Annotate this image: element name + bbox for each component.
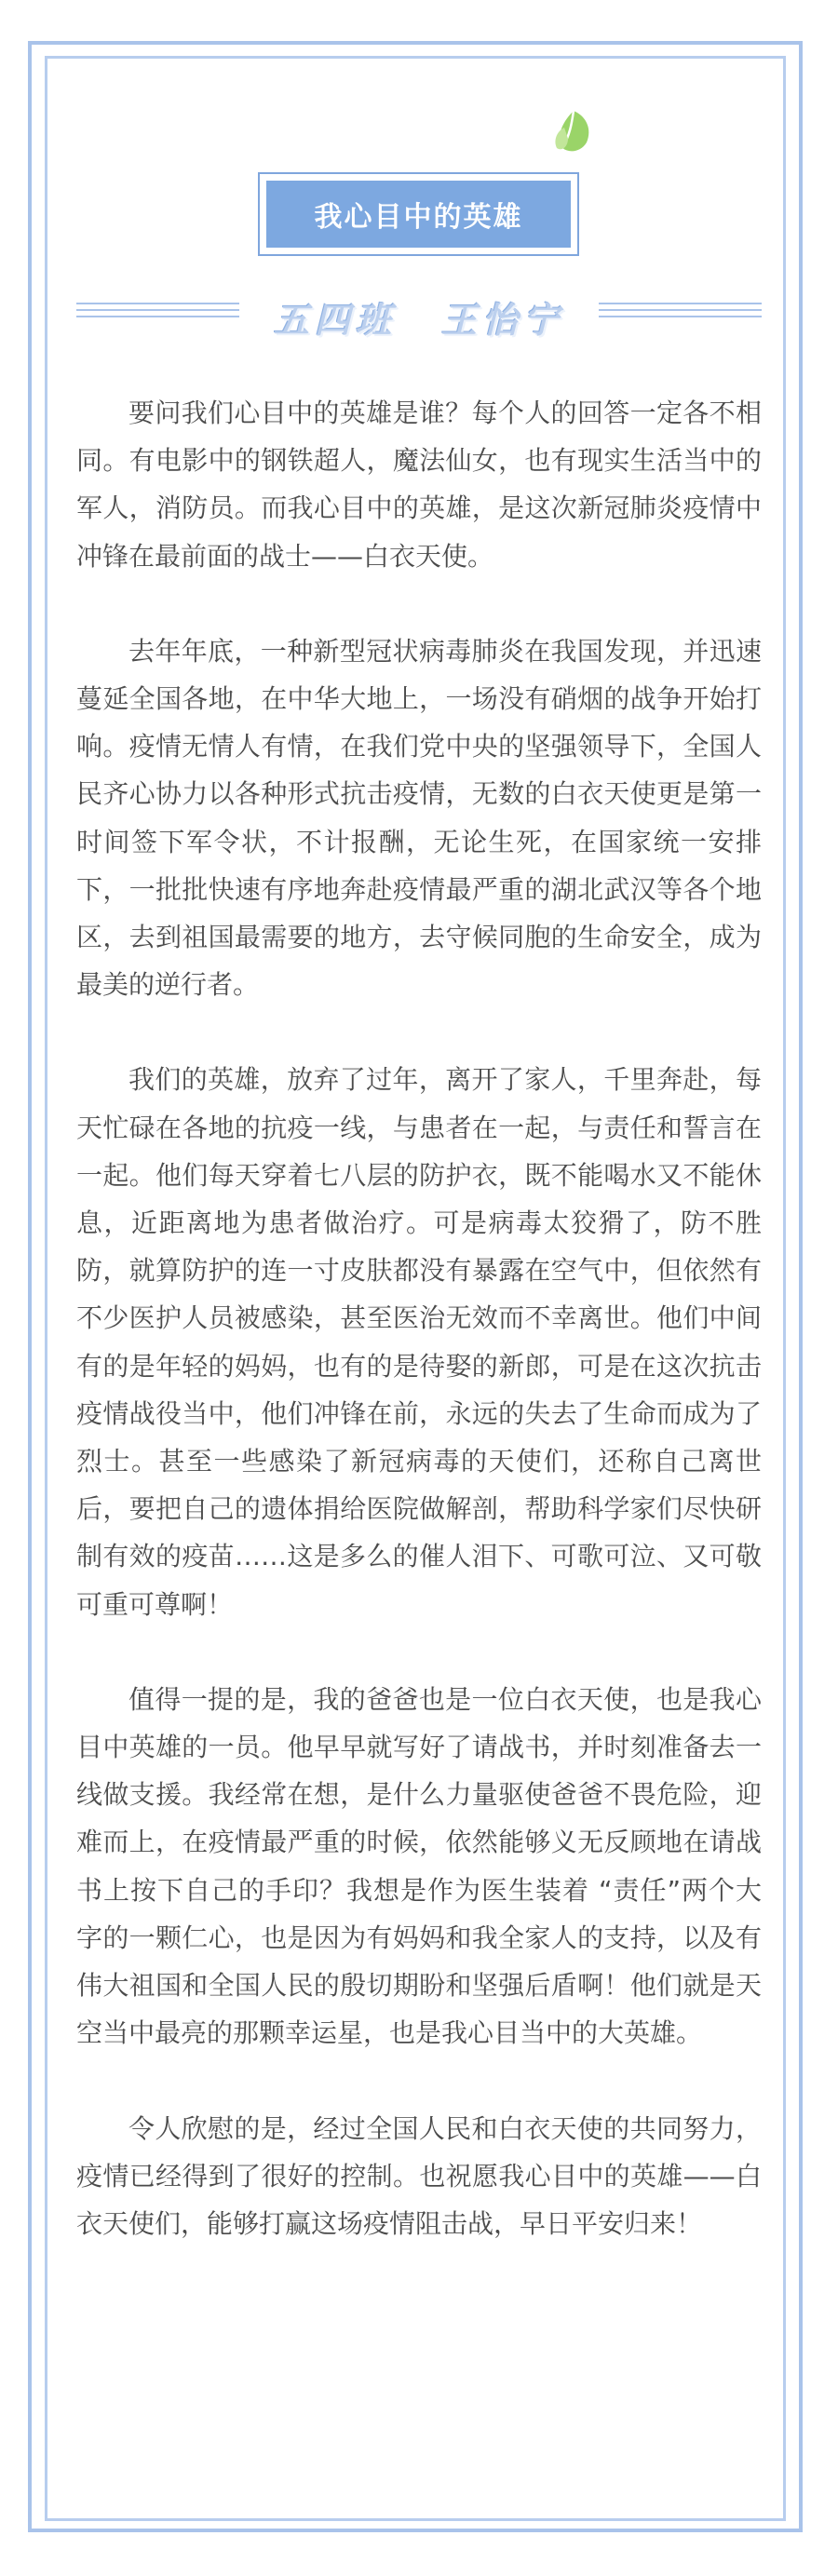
page-title: 我心目中的英雄: [314, 201, 523, 234]
byline-row: [76, 290, 762, 343]
paragraph: 去年年底，一种新型冠状病毒肺炎在我国发现，并迅速蔓延全国各地，在中华大地上，一场没有硝烟的战争开始打响。疫情无情人有情，在我们党中央的坚强领导下，全国人民齐心协力以各种形式抗击疫情，无数的白衣天使更是第一时间签下军令状，不计报酬，无论生死，在国家统一安排下，一批批快速有序地奔赴疫情最严重的湖北武汉等各个地区，去到祖国最需要的地方，去守候同胞的生命安全，成为最美的逆行者。: [76, 635, 762, 1001]
title-banner-fill: [266, 181, 571, 248]
class-name: 五四班: [273, 299, 397, 341]
paragraph: 令人欣慰的是，经过全国人民和白衣天使的共同努力， 疫情已经得到了很好的控制。也祝愿我心目中的英雄——白衣天使们，能够打赢这场疫情阻击战，早日平安归来！: [76, 2112, 762, 2239]
decorative-rule-left: [76, 303, 239, 330]
byline: [253, 290, 585, 343]
leaf-icon: [546, 105, 601, 161]
decorative-rule-right: [599, 303, 762, 330]
author-name: 王怡宁: [441, 299, 565, 341]
essay-body: [76, 389, 762, 2295]
paragraph: 值得一提的是，我的爸爸也是一位白衣天使，也是我心目中英雄的一员。他早早就写好了请战书，并时刻准备去一线做支援。我经常在想，是什么力量驱使爸爸不畏危险，迎难而上，在疫情最严重的时候，依然能够义无反顾地在请战书上按下自己的手印？我想是作为医生装着 “责任”两个大字的一颗仁心，也是因为有妈妈和我全家人的支持，以及有伟大祖国和全国人民的殷切期盼和坚强后盾啊！他们就是天空当中最亮的那颗幸运星，也是我心目当中的大英雄。: [76, 1683, 762, 2049]
title-banner: [258, 172, 579, 256]
paragraph: 要问我们心目中的英雄是谁？每个人的回答一定各不相同。有电影中的钢铁超人，魔法仙女，也有现实生活当中的军人，消防员。而我心目中的英雄，是这次新冠肺炎疫情中冲锋在最前面的战士——白衣天使。: [76, 398, 762, 572]
paragraph: 我们的英雄，放弃了过年，离开了家人，千里奔赴，每天忙碌在各地的抗疫一线，与患者在一起，与责任和誓言在一起。他们每天穿着七八层的防护衣，既不能喝水又不能休息，近距离地为患者做治疗。可是病毒太狡猾了，防不胜防，就算防护的连一寸皮肤都没有暴露在空气中，但依然有不少医护人员被感染，甚至医治无效而不幸离世。他们中间有的是年轻的妈妈，也有的是待娶的新郎，可是在这次抗击疫情战役当中，他们冲锋在前，永远的失去了生命而成为了烈士。甚至一些感染了新冠病毒的天使们，还称自己离世后，要把自己的遗体捐给医院做解剖，帮助科学家们尽快研制有效的疫苗……这是多么的催人泪下、可歌可泣、又可敬可重可尊啊！: [76, 1064, 762, 1620]
